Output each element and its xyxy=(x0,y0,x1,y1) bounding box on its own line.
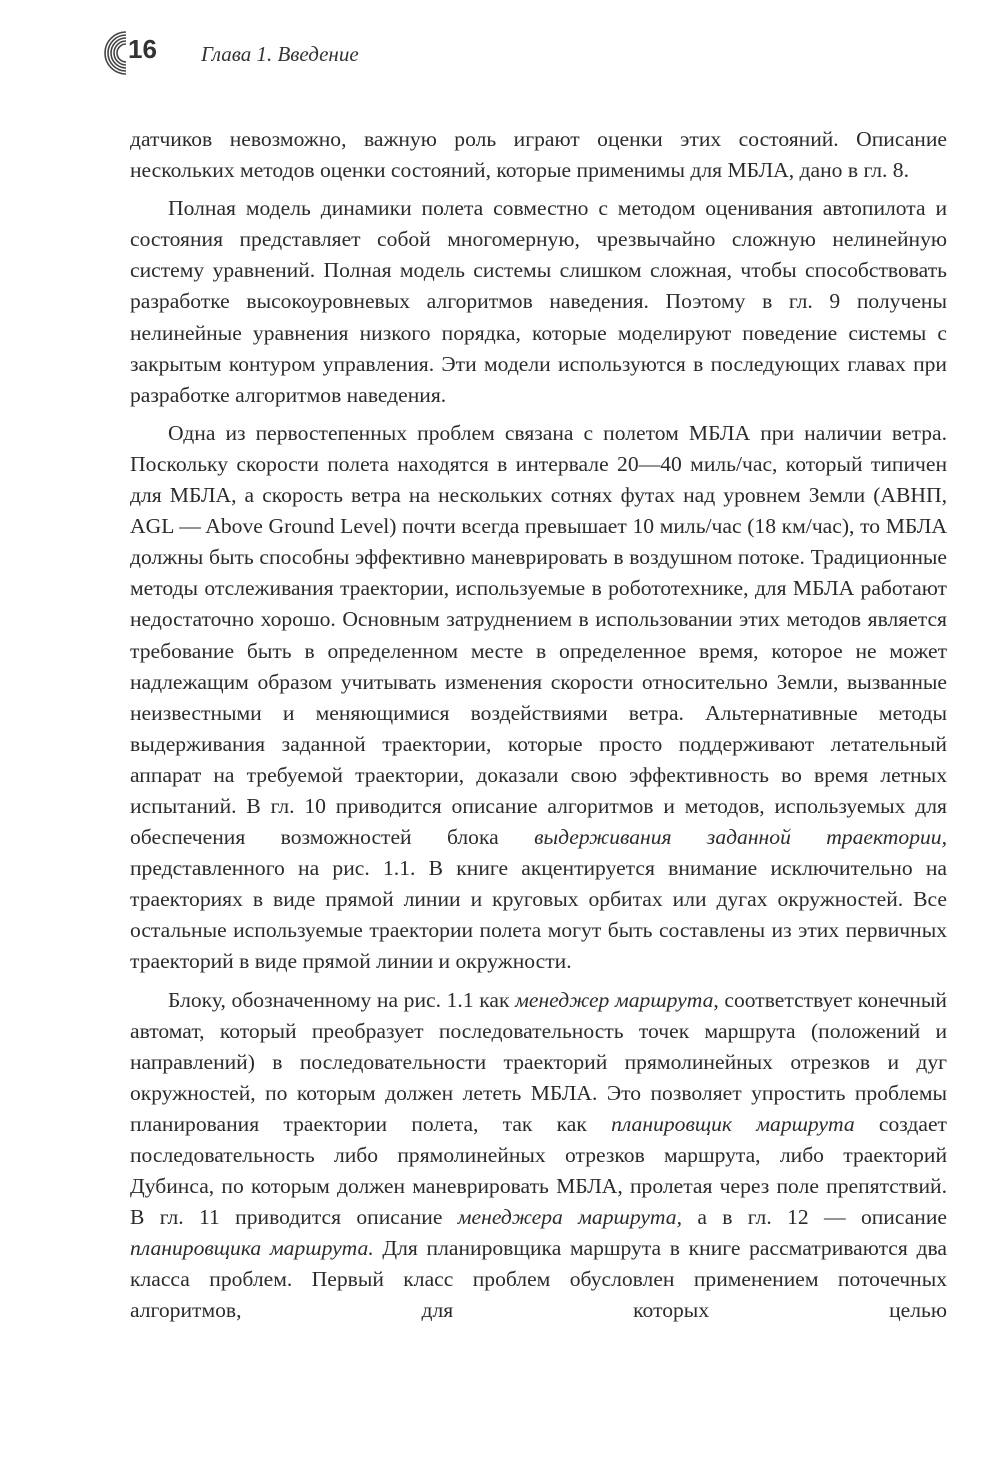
paragraph-3 xyxy=(130,418,947,978)
paragraph-1: датчиков невозможно, важную роль играют оценки этих состояний. Описание нескольких методов оценки состояний, которые применимы для МБЛА, дано в гл. 8. xyxy=(130,127,947,183)
paragraph-3-text-a: Одна из первостепенных проблем связана с полетом МБЛА при наличии ветра. Поскольку скорости полета находятся в интервале 20—40 миль/час, который типичен для МБЛА, а скорость ветра на нескольких сотнях футах над уровнем Земли (АВНП, AGL — Above Ground Level) почти всегда превышает 10 миль/час (18 км/час), то МБЛА должны быть способны эффективно маневрировать в воздушном потоке. Традиционные методы отслеживания траектории, используемые в робототехнике, для МБЛА работают недостаточно хорошо. Основным затруднением в использовании этих методов является требование быть в определенном месте в определенное время, которое не может надлежащим образом учитывать изменения скорости относительно Земли, вызванные неизвестными и меняющимися воздействиями ветра. Альтернативные методы выдерживания заданной траектории, которые просто поддерживают летательный аппарат на требуемой траектории, доказали свою эффективность во время летных испытаний. В гл. 10 приводится описание алгоритмов и методов, используемых для обеспечения возможностей блока xyxy=(130,420,947,850)
paragraph-3-text-b: представленного на рис. 1.1. В книге акцентируется внимание исключительно на траекториях в виде прямой линии и круговых орбитах или дугах окружностей. Все остальные используемые траектории полета могут быть составлены из этих первичных траекторий в виде прямой линии и окружности. xyxy=(130,856,947,974)
paragraph-3-emphasis: выдерживания заданной траектории, xyxy=(534,825,947,850)
paragraph-4-emphasis-2: планировщик маршрута xyxy=(611,1111,855,1136)
running-head: Глава 1. Введение xyxy=(201,42,359,66)
paragraph-4-text-b: , соответствует конечный автомат, который преобразует последовательность точек маршрута (положений и направлений) в последовательности траекторий прямолинейных отрезков и дуг окружностей, по которым должен лететь МБЛА. Это позволяет упростить проблемы планирования траектории полета, так как xyxy=(130,987,947,1136)
paragraph-4-emphasis-4: планировщика маршрута. xyxy=(130,1236,374,1261)
page-number: 16 xyxy=(128,34,157,64)
paragraph-4-emphasis-1: менеджер маршрута xyxy=(515,987,714,1012)
page-header xyxy=(100,28,500,78)
page-number-badge xyxy=(100,28,160,78)
paragraph-2: Полная модель динамики полета совместно с методом оценивания автопилота и состояния представляет собой многомерную, чрезвычайно сложную нелинейную систему уравнений. Полная модель системы слишком сложная, чтобы способствовать разработке высокоуровневых алгоритмов наведения. Поэтому в гл. 9 получены нелинейные уравнения низкого порядка, которые моделируют поведение системы с закрытым контуром управления. Эти модели используются в последующих главах при разработке алгоритмов наведения. xyxy=(130,196,947,407)
paragraph-4-text-c: создает последовательность либо прямолинейных отрезков маршрута, либо траекторий Дубинса, по которым должен маневрировать МБЛА, пролетая через поле препятствий. В гл. 11 приводится описание xyxy=(130,1111,947,1230)
paragraph-4 xyxy=(130,985,947,1327)
paragraph-4-text-e: Для планировщика маршрута в книге рассматриваются два класса проблем. Первый класс проблем обусловлен применением поточечных алгоритмов, для которых целью xyxy=(130,1236,947,1323)
paragraph-4-text-a: Блоку, обозначенному на рис. 1.1 как xyxy=(168,987,516,1012)
paragraph-4-text-d: а в гл. 12 — описание xyxy=(681,1205,947,1230)
paragraph-4-emphasis-3: менеджера маршрута, xyxy=(457,1205,682,1230)
body-text xyxy=(130,124,947,1327)
